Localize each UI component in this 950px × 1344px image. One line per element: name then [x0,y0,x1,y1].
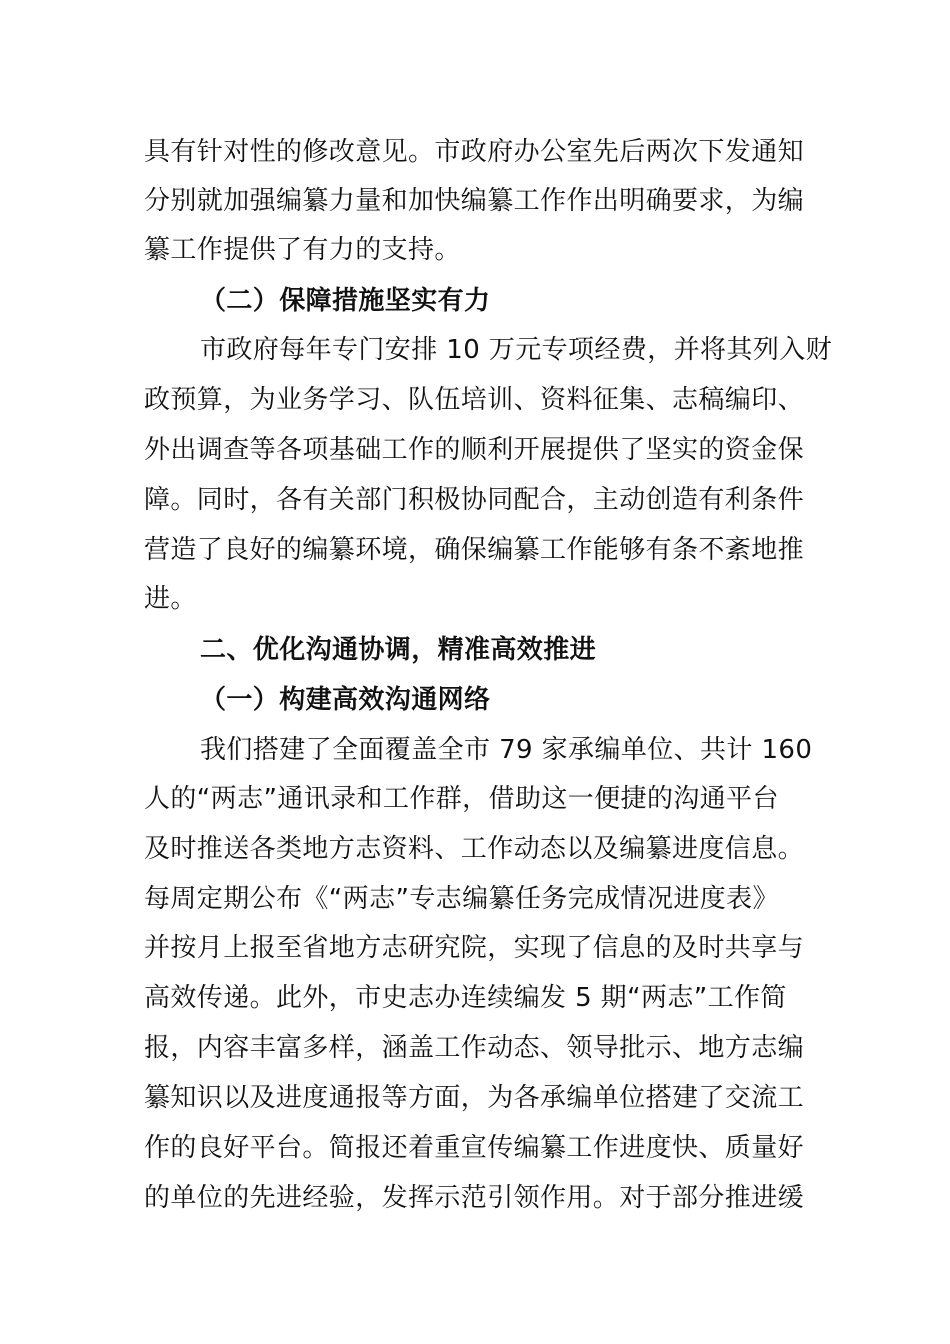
subsection-heading: （一）构建高效沟通网络 [200,685,491,715]
body-text-line: 报，内容丰富多样，涵盖工作动态、领导批示、地方志编 [144,1033,805,1063]
body-text-line: 政预算，为业务学习、队伍培训、资料征集、志稿编印、 [144,385,805,415]
body-text-line: 纂工作提供了有力的支持。 [144,235,461,265]
body-text-line: 人的“两志”通讯录和工作群，借助这一便捷的沟通平台 [144,784,779,814]
body-text-line: 我们搭建了全面覆盖全市 79 家承编单位、共计 160 [200,735,813,765]
body-text-line: 分别就加强编纂力量和加快编纂工作作出明确要求，为编 [144,186,805,216]
section-heading: 二、优化沟通协调，精准高效推进 [200,635,597,665]
subsection-heading: （二）保障措施坚实有力 [200,286,491,316]
body-text-line: 进。 [144,584,197,614]
body-text-line: 具有针对性的修改意见。市政府办公室先后两次下发通知 [144,137,805,167]
body-text-line: 高效传递。此外，市史志办连续编发 5 期“两志”工作简 [144,983,787,1013]
body-text-line: 纂知识以及进度通报等方面，为各承编单位搭建了交流工 [144,1083,805,1113]
body-text-line: 作的良好平台。简报还着重宣传编纂工作进度快、质量好 [144,1133,805,1163]
body-text-line: 市政府每年专门安排 10 万元专项经费，并将其列入财 [200,335,833,365]
body-text-line: 及时推送各类地方志资料、工作动态以及编纂进度信息。 [144,834,805,864]
body-text-line: 外出调查等各项基础工作的顺利开展提供了坚实的资金保 [144,435,805,465]
body-text-line: 每周定期公布《“两志”专志编纂任务完成情况进度表》 [144,884,779,914]
body-text-line: 并按月上报至省地方志研究院，实现了信息的及时共享与 [144,933,805,963]
body-text-line: 的单位的先进经验，发挥示范引领作用。对于部分推进缓 [144,1183,805,1213]
body-text-line: 障。同时，各有关部门积极协同配合，主动创造有利条件 [144,485,805,515]
body-text-line: 营造了良好的编纂环境，确保编纂工作能够有条不紊地推 [144,535,805,565]
